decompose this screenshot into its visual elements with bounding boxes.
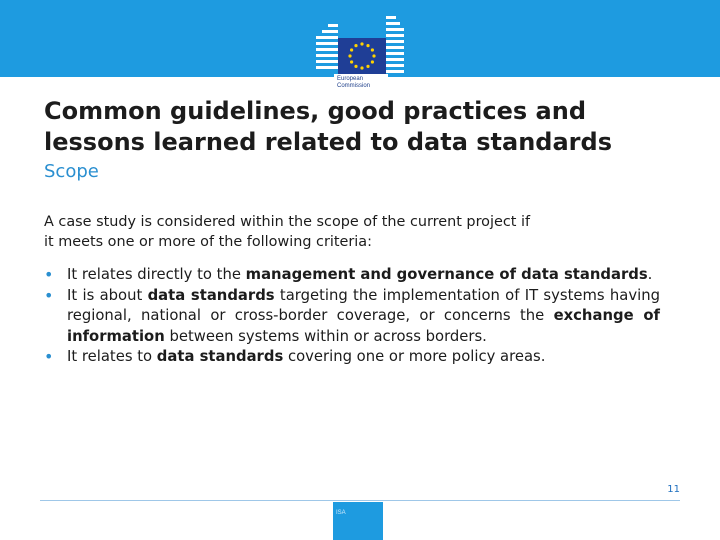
slide-subtitle: Scope <box>44 161 99 182</box>
logo-caption-line1: European <box>337 76 364 82</box>
intro-paragraph <box>44 212 674 252</box>
bullet-text: . <box>647 266 653 283</box>
list-item <box>44 347 660 368</box>
bullet-text: It relates directly to the <box>67 266 246 283</box>
list-item <box>44 265 660 286</box>
logo-caption-line2: Commission <box>337 83 371 89</box>
logo-caption <box>337 76 397 90</box>
bullet-text: targeting the implementation of IT systems having regional, national or cross-border coverage, or concerns the <box>67 286 660 324</box>
list-item <box>44 286 660 348</box>
page-number: 11 <box>667 484 680 495</box>
footer-divider <box>40 500 680 501</box>
bullet-bold-text: management and governance of data standards <box>245 266 648 283</box>
bullet-text: covering one or more policy areas. <box>283 348 546 365</box>
bullet-text: It is about <box>67 286 148 304</box>
bullet-bold-text: data standards <box>147 286 275 304</box>
slide-title-line1: Common guidelines, good practices and <box>44 97 587 125</box>
footer-brand-box <box>333 502 383 540</box>
slide-title-line2: lessons learned related to data standards <box>44 128 612 156</box>
intro-line2: it meets one or more of the following criteria: <box>44 234 372 250</box>
bullet-text: It relates to <box>67 348 157 365</box>
slide-title <box>44 96 684 158</box>
bullet-icon: • <box>44 347 54 366</box>
bullet-icon: • <box>44 265 54 284</box>
bullet-bold-text: data standards <box>156 348 284 365</box>
intro-line1: A case study is considered within the scope of the current project if <box>44 214 531 230</box>
criteria-list <box>44 265 660 368</box>
bullet-icon: • <box>44 285 54 305</box>
bullet-bold-text: exchange of information <box>67 307 660 345</box>
bullet-text: between systems within or across borders. <box>164 327 487 345</box>
footer-box-label: ISA <box>336 510 346 516</box>
